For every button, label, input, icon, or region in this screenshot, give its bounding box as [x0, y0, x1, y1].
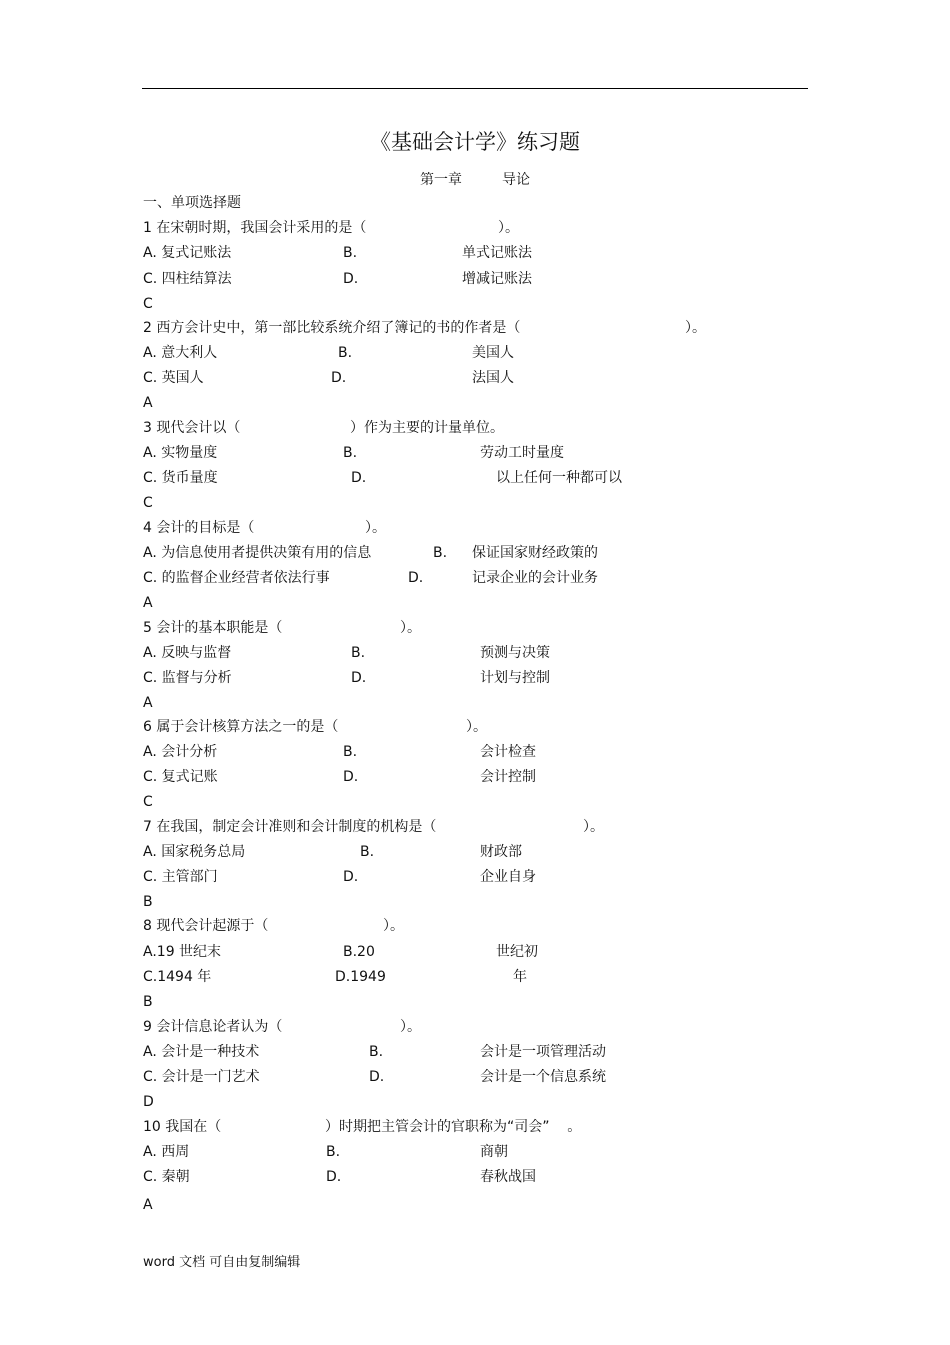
option-d-label: D. — [351, 470, 367, 486]
option-d: 计划与控制 — [480, 670, 550, 686]
question-stem: 2 西方会计史中，第一部比较系统介绍了簿记的书的作者是（ — [143, 320, 521, 336]
question-close: ）。 — [498, 220, 519, 236]
option-a: A. 会计是一种技术 — [143, 1044, 260, 1060]
question-stem: 8 现代会计起源于（ — [143, 918, 269, 934]
answer: A — [143, 595, 153, 611]
question-stem: 4 会计的目标是（ — [143, 520, 255, 536]
question-stem: 1 在宋朝时期，我国会计采用的是（ — [143, 220, 367, 236]
option-a: A. 复式记账法 — [143, 245, 232, 261]
option-b-label: B. — [343, 744, 358, 760]
option-c: C. 的监督企业经营者依法行事 — [143, 570, 330, 586]
option-b: 世纪初 — [496, 944, 538, 960]
question-stem: 3 现代会计以（ — [143, 420, 241, 436]
option-a: A. 为信息使用者提供决策有用的信息 — [143, 545, 372, 561]
answer: A — [143, 1197, 153, 1213]
option-b: 财政部 — [480, 844, 522, 860]
option-b-label: B.20 — [343, 944, 375, 960]
option-c: C. 主管部门 — [143, 869, 218, 885]
section-heading: 一、单项选择题 — [143, 195, 241, 211]
question-close: ）。 — [400, 1019, 421, 1035]
answer: C — [143, 495, 153, 511]
chapter-name: 导论 — [502, 172, 530, 188]
option-d-label: D. — [343, 271, 359, 287]
option-b: 保证国家财经政策的 — [472, 545, 598, 561]
option-a: A. 西周 — [143, 1144, 190, 1160]
option-b-label: B. — [343, 445, 358, 461]
option-a: A. 实物量度 — [143, 445, 218, 461]
option-d-label: D. — [343, 769, 359, 785]
option-a: A. 意大利人 — [143, 345, 218, 361]
header-rule — [142, 88, 808, 89]
option-d-label: D. — [351, 670, 367, 686]
option-c: C. 秦朝 — [143, 1169, 190, 1185]
option-b: 单式记账法 — [462, 245, 532, 261]
option-b-label: B. — [360, 844, 375, 860]
option-b-label: B. — [343, 245, 358, 261]
option-d-label: D. — [331, 370, 347, 386]
option-b: 美国人 — [472, 345, 514, 361]
option-c: C. 复式记账 — [143, 769, 218, 785]
option-d: 记录企业的会计业务 — [472, 570, 598, 586]
option-d: 会计是一个信息系统 — [480, 1069, 606, 1085]
option-d-label: D.1949 — [335, 969, 386, 985]
option-b: 商朝 — [480, 1144, 508, 1160]
option-d: 春秋战国 — [480, 1169, 536, 1185]
question-close: ）。 — [466, 719, 487, 735]
option-b: 会计是一项管理活动 — [480, 1044, 606, 1060]
question-close: ）作为主要的计量单位。 — [350, 420, 504, 436]
option-d: 企业自身 — [480, 869, 536, 885]
option-b-label: B. — [326, 1144, 341, 1160]
question-stem: 6 属于会计核算方法之一的是（ — [143, 719, 339, 735]
option-a: A. 反映与监督 — [143, 645, 232, 661]
question-close: ）。 — [383, 918, 404, 934]
option-b-label: B. — [433, 545, 448, 561]
option-c: C. 货币量度 — [143, 470, 218, 486]
option-d: 增减记账法 — [462, 271, 532, 287]
option-d: 以上任何一种都可以 — [496, 470, 622, 486]
question-stem: 9 会计信息论者认为（ — [143, 1019, 283, 1035]
option-d: 法国人 — [472, 370, 514, 386]
page-footer: word 文档 可自由复制编辑 — [143, 1255, 301, 1270]
option-c: C.1494 年 — [143, 969, 212, 985]
option-c: C. 会计是一门艺术 — [143, 1069, 260, 1085]
option-a: A. 国家税务总局 — [143, 844, 246, 860]
answer: C — [143, 794, 153, 810]
option-b-label: B. — [338, 345, 353, 361]
option-a: A.19 世纪末 — [143, 944, 222, 960]
option-d: 会计控制 — [480, 769, 536, 785]
option-b: 会计检查 — [480, 744, 536, 760]
answer: B — [143, 894, 153, 910]
question-close: ）。 — [583, 819, 604, 835]
question-stem: 7 在我国，制定会计准则和会计制度的机构是（ — [143, 819, 437, 835]
question-close: ）。 — [400, 620, 421, 636]
answer: D — [143, 1094, 154, 1110]
option-b-label: B. — [351, 645, 366, 661]
page-title: 《基础会计学》练习题 — [370, 130, 580, 154]
option-d-label: D. — [326, 1169, 342, 1185]
option-d: 年 — [513, 969, 527, 985]
answer: B — [143, 994, 153, 1010]
answer: C — [143, 296, 153, 312]
question-close: ）。 — [685, 320, 706, 336]
option-d-label: D. — [408, 570, 424, 586]
option-d-label: D. — [343, 869, 359, 885]
option-d-label: D. — [369, 1069, 385, 1085]
option-c: C. 英国人 — [143, 370, 204, 386]
answer: A — [143, 695, 153, 711]
question-stem: 10 我国在（ — [143, 1119, 222, 1135]
chapter-heading — [0, 169, 950, 189]
question-close: ）时期把主管会计的官职称为“司会” 。 — [325, 1119, 582, 1135]
answer: A — [143, 395, 153, 411]
option-c: C. 监督与分析 — [143, 670, 232, 686]
option-a: A. 会计分析 — [143, 744, 218, 760]
chapter-number: 第一章 — [420, 172, 462, 188]
option-b-label: B. — [369, 1044, 384, 1060]
option-b: 劳动工时量度 — [480, 445, 564, 461]
option-c: C. 四柱结算法 — [143, 271, 232, 287]
question-close: ）。 — [365, 520, 386, 536]
option-b: 预测与决策 — [480, 645, 550, 661]
question-stem: 5 会计的基本职能是（ — [143, 620, 283, 636]
